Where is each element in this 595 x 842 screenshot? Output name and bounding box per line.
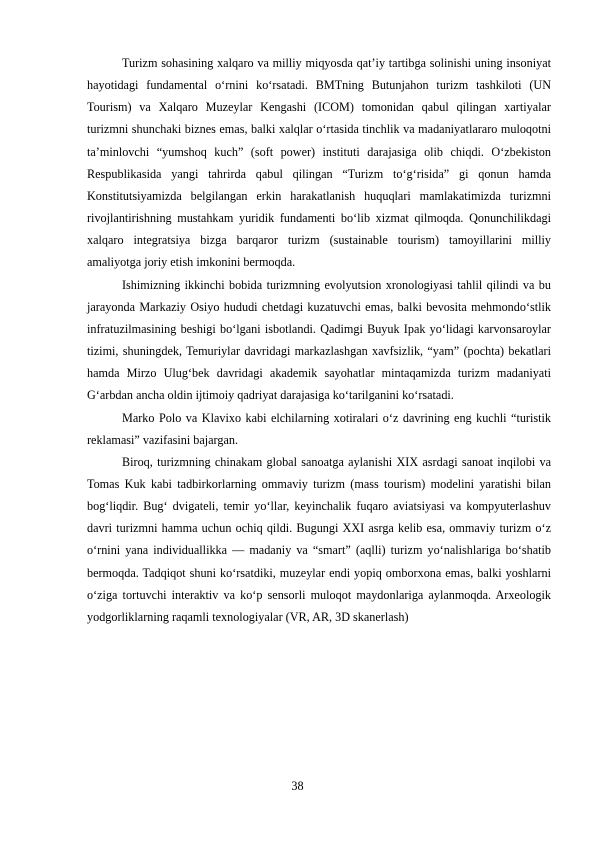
paragraph-1: Turizm sohasining xalqaro va milliy miqyosda qat’iy tartibga solinishi uning insoniyat hayotidagi fundamental o‘rnini ko‘rsatadi. BMTning Butunjahon turizm tashkiloti (UN Tourism) va Xalqaro Muzeylar Kengashi (ICOM) tomonidan qabul qilingan xartiyalar turizmni shunchaki biznes emas, balki xalqlar o‘rtasida tinchlik va madaniyatlararo muloqotni ta’minlovchi “yumshoq kuch” (soft power) instituti darajasiga olib chiqdi. O‘zbekiston Respublikasida yangi tahrirda qabul qilingan “Turizm to‘g‘risida” gi qonun hamda Konstitutsiyamizda belgilangan erkin harakatlanish huquqlari mamlakatimizda turizmni rivojlantirishning mustahkam yuridik fundamenti bo‘lib xizmat qilmoqda. Qonunchilikdagi xalqaro integratsiya bizga barqaror turizm (sustainable tourism) tamoyillarini milliy amaliyotga joriy etish imkonini bermoqda.: [87, 56, 551, 270]
paragraph-4: Biroq, turizmning chinakam global sanoatga aylanishi XIX asrdagi sanoat inqilobi va Tomas Kuk kabi tadbirkorlarning ommaviy turizm (mass tourism) modelini yaratishi bilan bog‘liqdir. Bug‘ dvigateli, temir yo‘llar, keyinchalik fuqaro aviatsiyasi va kompyuterlashuv davri turizmni hamma uchun ochiq qildi. Bugungi XXI asrga kelib esa, ommaviy turizm o‘z o‘rnini yana individuallikka — madaniy va “smart” (aqlli) turizm yo‘nalishlariga bo‘shatib bermoqda. Tadqiqot shuni ko‘rsatdiki, muzeylar endi yopiq omborxona emas, balki yoshlarni o‘ziga tortuvchi interaktiv va ko‘p sensorli muloqot maydonlariga aylanmoqda. Arxeologik yodgorliklarning raqamli texnologiyalar (VR, AR, 3D skanerlash): [87, 454, 551, 624]
document-body: [87, 52, 551, 628]
paragraph-3: Marko Polo va Klavixo kabi elchilarning xotiralari o‘z davrining eng kuchli “turistik reklamasi” vazifasini bajargan.: [87, 410, 551, 447]
paragraph-2: Ishimizning ikkinchi bobida turizmning evolyutsion xronologiyasi tahlil qilindi va bu jarayonda Markaziy Osiyo hududi chetdagi kuzatuvchi emas, balki bevosita mehmondo‘stlik infratuzilmasining beshigi bo‘lgani isbotlandi. Qadimgi Buyuk Ipak yo‘lidagi karvonsaroylar tizimi, shuningdek, Temuriylar davridagi markazlashgan xavfsizlik, “yam” (pochta) bekatlari hamda Mirzo Ulug‘bek davridagi akademik sayohatlar mintaqamizda turizm madaniyati G‘arbdan ancha oldin ijtimoiy qadriyat darajasiga ko‘tarilganini ko‘rsatadi.: [87, 277, 551, 403]
page-number: 38: [291, 779, 304, 793]
